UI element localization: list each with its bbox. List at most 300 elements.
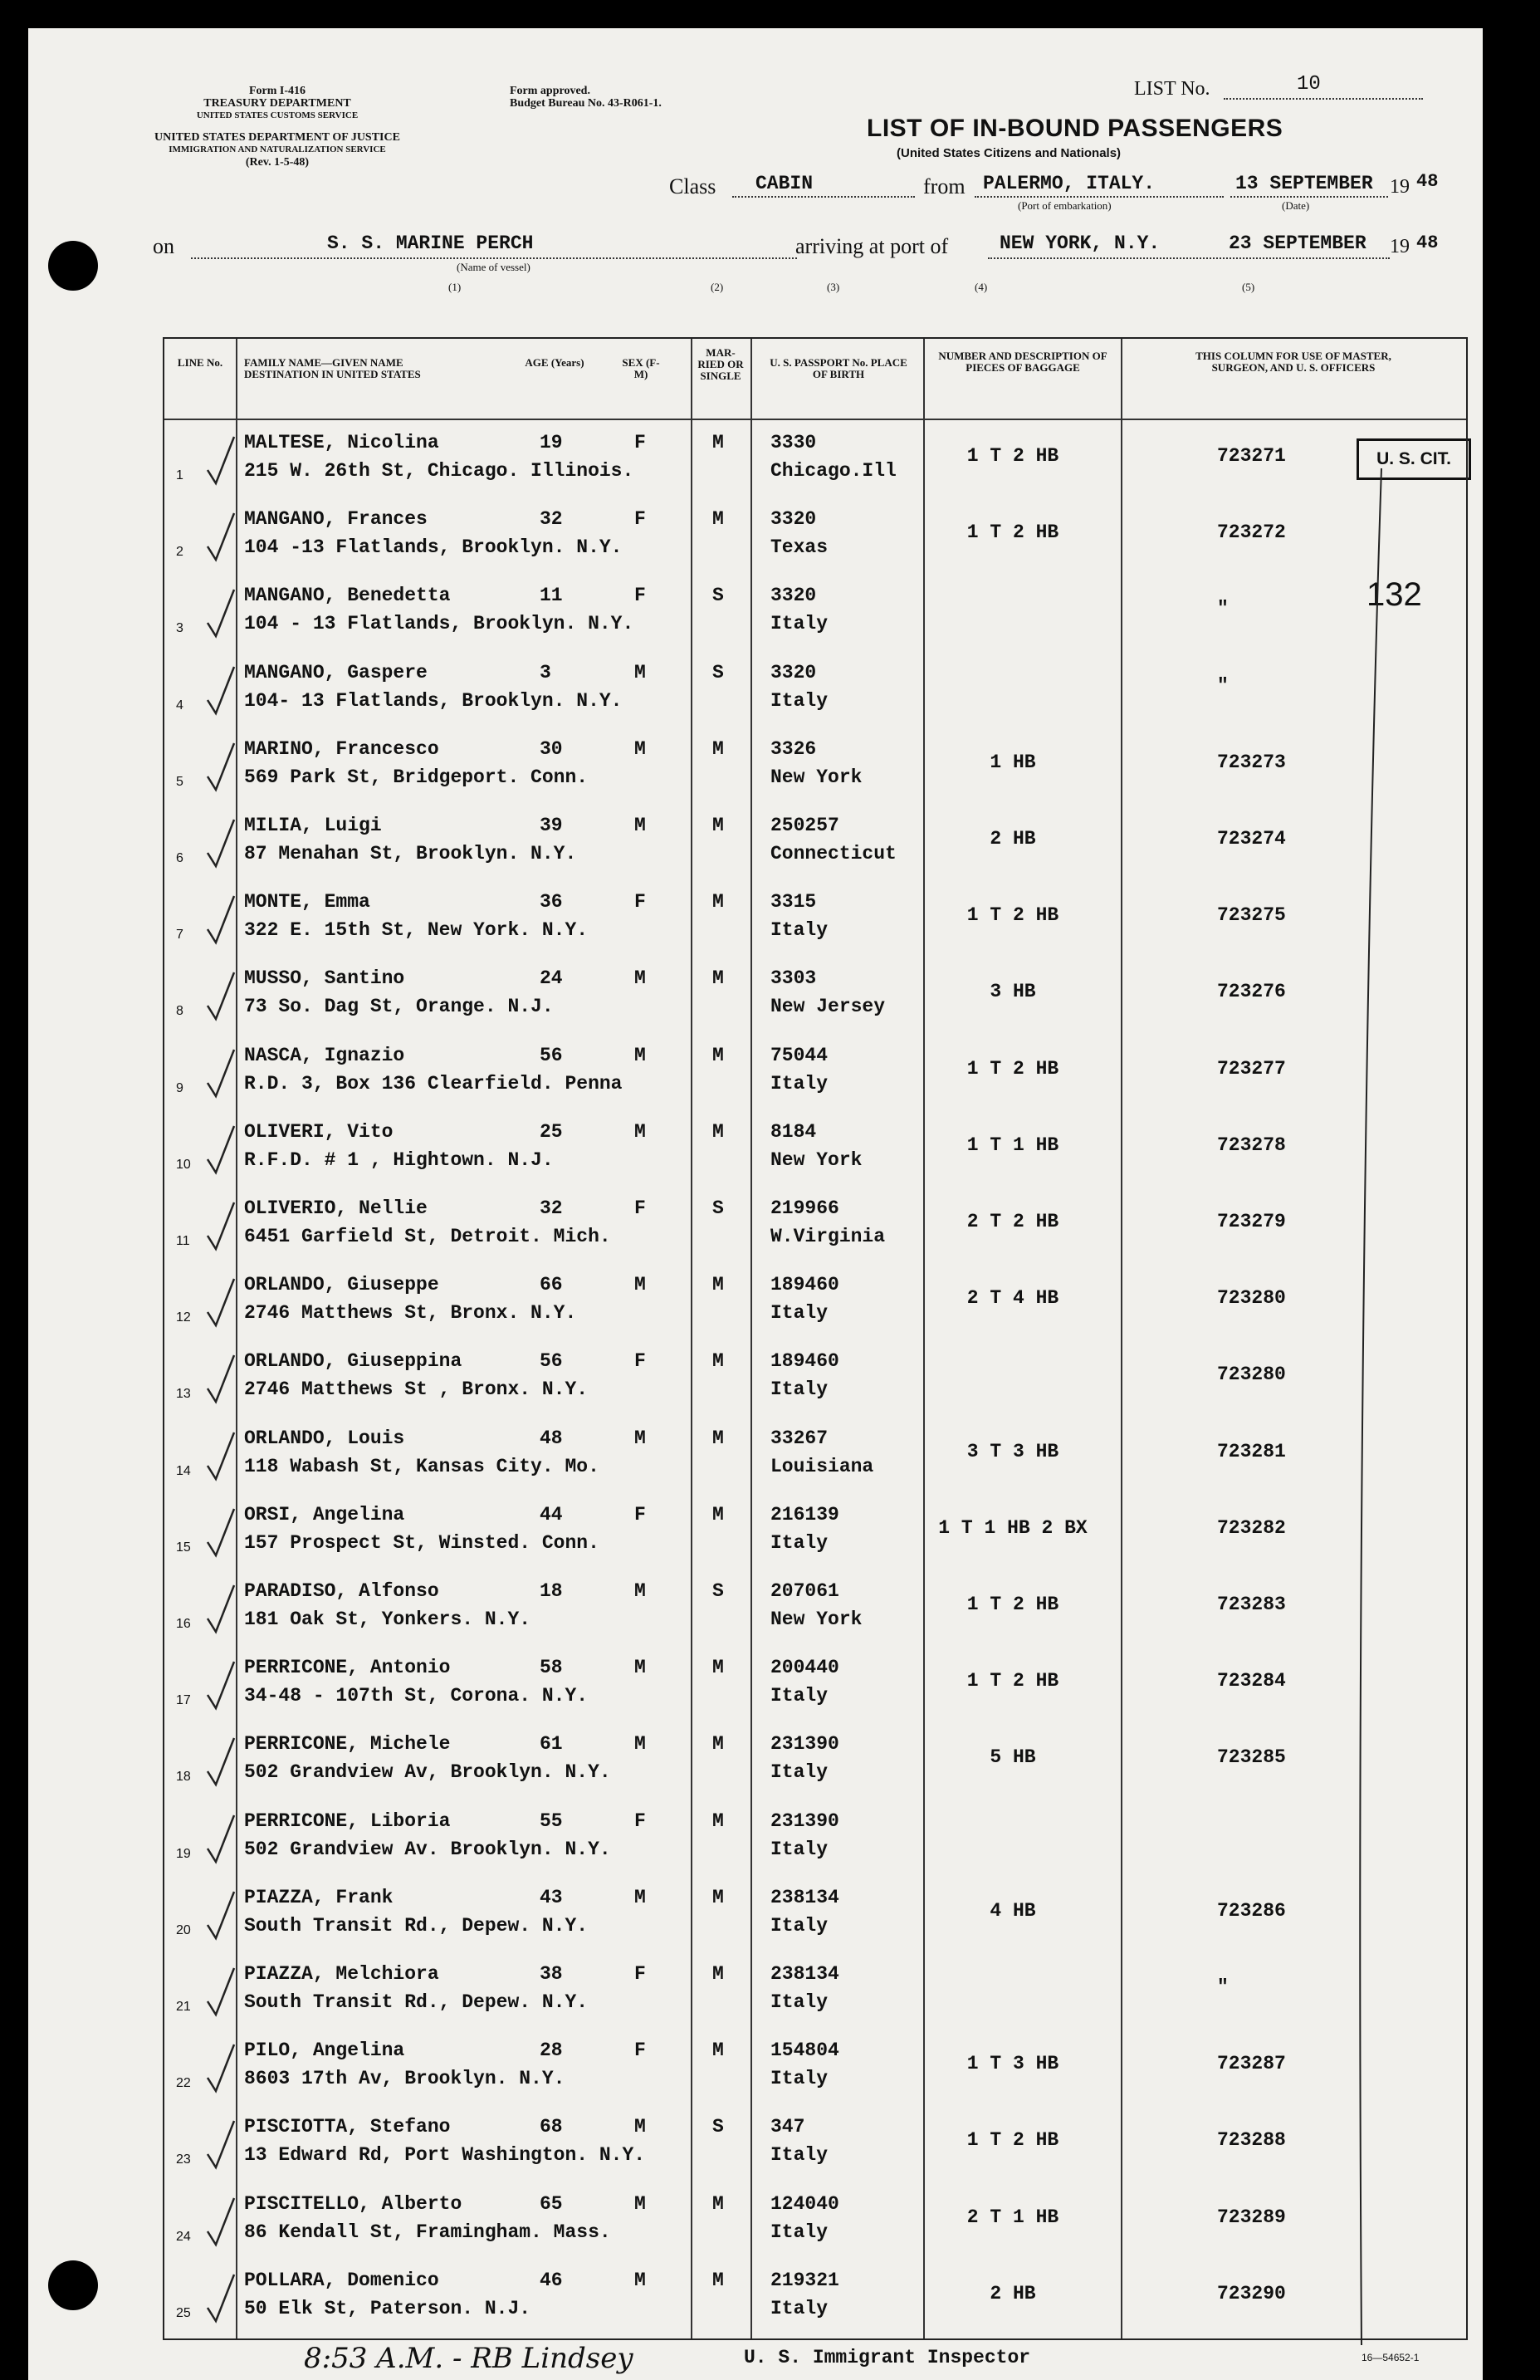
- passenger-name: MANGANO, Frances: [244, 508, 428, 531]
- place-of-birth: New Jersey: [770, 996, 886, 1018]
- line-number: 3: [176, 621, 183, 636]
- baggage: 3 T 3 HB: [966, 1440, 1059, 1462]
- class-line: [732, 196, 915, 198]
- passenger-name: ORLANDO, Giuseppina: [244, 1350, 462, 1373]
- officer-number: 723275: [1217, 904, 1286, 927]
- passenger-marital: M: [712, 432, 724, 453]
- check-mark-icon: [204, 2195, 237, 2248]
- passenger-age: 24: [540, 967, 563, 990]
- passenger-address: 215 W. 26th St, Chicago. Illinois.: [244, 460, 634, 482]
- baggage: 1 HB: [990, 751, 1036, 773]
- check-mark-icon: [204, 1812, 237, 1865]
- passport-number: 3326: [770, 737, 817, 760]
- vessel-caption: (Name of vessel): [457, 261, 530, 273]
- line-number: 9: [176, 1080, 183, 1095]
- embark-date-line: [1230, 196, 1388, 198]
- col-header-married: MAR-RIED OR SINGLE: [697, 346, 744, 382]
- line-number: 1: [176, 468, 183, 482]
- officer-number: 723279: [1217, 1211, 1286, 1232]
- budget-bureau: Budget Bureau No. 43-R061-1.: [510, 97, 662, 110]
- line-number: 4: [176, 698, 183, 713]
- passenger-marital: M: [712, 2192, 724, 2215]
- passenger-age: 65: [540, 2192, 563, 2215]
- passenger-address: 569 Park St, Bridgeport. Conn.: [244, 766, 589, 788]
- form-number: Form I-416: [248, 85, 306, 97]
- passenger-address: 181 Oak St, Yonkers. N.Y.: [244, 1609, 531, 1630]
- document-title: LIST OF IN-BOUND PASSENGERS: [867, 115, 1283, 142]
- class-value: CABIN: [755, 173, 814, 194]
- place-of-birth: Italy: [770, 1302, 829, 1325]
- passenger-name: ORLANDO, Giuseppe: [244, 1274, 439, 1296]
- officer-number: 723271: [1217, 445, 1286, 467]
- arrival-year-prefix: 19: [1390, 236, 1410, 257]
- baggage: 1 T 2 HB: [966, 1594, 1059, 1615]
- passenger-age: 61: [540, 1733, 563, 1756]
- place-of-birth: Italy: [770, 919, 829, 942]
- passenger-age: 3: [540, 661, 551, 683]
- place-of-birth: Italy: [770, 2221, 829, 2243]
- passenger-address: 502 Grandview Av. Brooklyn. N.Y.: [244, 1838, 611, 1860]
- line-number: 17: [176, 1693, 191, 1708]
- officer-number: 723284: [1217, 1670, 1286, 1692]
- table-row: [164, 1570, 1466, 1647]
- passenger-name: MILIA, Luigi: [244, 815, 382, 836]
- passenger-age: 32: [540, 1197, 563, 1219]
- arriving-label: arriving at port of: [795, 234, 949, 258]
- col-header-line: LINE No.: [177, 356, 223, 369]
- table-row: [164, 498, 1466, 575]
- passenger-address: R.F.D. # 1 , Hightown. N.J.: [244, 1148, 554, 1171]
- line-number: 6: [176, 851, 183, 865]
- officer-number: 723276: [1217, 981, 1286, 1003]
- passenger-sex: M: [634, 967, 646, 990]
- passenger-age: 43: [540, 1886, 563, 1908]
- line-number: 12: [176, 1310, 191, 1325]
- baggage: 1 T 2 HB: [966, 904, 1059, 927]
- passenger-sex: M: [634, 1657, 646, 1679]
- passport-number: 154804: [770, 2040, 839, 2062]
- baggage: 1 T 2 HB: [966, 522, 1059, 544]
- passenger-age: 25: [540, 1120, 563, 1143]
- table-row: [164, 1035, 1466, 1111]
- passenger-address: 73 So. Dag St, Orange. N.J.: [244, 996, 554, 1018]
- passenger-age: 58: [540, 1657, 563, 1679]
- passenger-marital: M: [712, 1963, 724, 1985]
- place-of-birth: Italy: [770, 1991, 829, 2013]
- check-mark-icon: [204, 1735, 237, 1788]
- table-row: [164, 1111, 1466, 1188]
- passenger-sex: M: [634, 1044, 646, 1066]
- passenger-sex: M: [634, 2116, 646, 2138]
- passenger-name: PERRICONE, Antonio: [244, 1657, 451, 1679]
- baggage: 1 T 2 HB: [966, 2129, 1059, 2152]
- handwritten-time-signature: 8:53 A.M. - RB Lindsey: [304, 2342, 633, 2375]
- us-citizen-stamp: U. S. CIT.: [1357, 438, 1471, 480]
- officer-number: 723277: [1217, 1057, 1286, 1080]
- passenger-sex: F: [634, 2040, 646, 2062]
- passport-number: 3320: [770, 508, 817, 531]
- place-of-birth: Italy: [770, 1685, 829, 1707]
- table-row: [164, 2183, 1466, 2260]
- passenger-sex: F: [634, 585, 646, 607]
- place-of-birth: Italy: [770, 1379, 829, 1401]
- baggage: 3 HB: [990, 981, 1036, 1003]
- col-number-3: (3): [827, 281, 840, 293]
- passenger-name: PILO, Angelina: [244, 2040, 405, 2062]
- passport-number: 216139: [770, 1503, 839, 1525]
- check-mark-icon: [204, 1888, 237, 1942]
- officer-number: 723280: [1217, 1287, 1286, 1310]
- passenger-name: PIAZZA, Melchiora: [244, 1963, 439, 1985]
- passenger-address: South Transit Rd., Depew. N.Y.: [244, 1991, 589, 2013]
- passenger-sex: M: [634, 2192, 646, 2215]
- passenger-age: 68: [540, 2116, 563, 2138]
- col-number-2: (2): [711, 281, 724, 293]
- passenger-age: 56: [540, 1044, 563, 1066]
- place-of-birth: Italy: [770, 1914, 829, 1937]
- passenger-marital: M: [712, 1886, 724, 1908]
- baggage: 1 T 1 HB: [966, 1134, 1059, 1156]
- check-mark-icon: [204, 2271, 237, 2324]
- passport-number: 3330: [770, 432, 817, 453]
- table-row: [164, 1494, 1466, 1570]
- passenger-sex: M: [634, 661, 646, 683]
- passenger-name: ORLANDO, Louis: [244, 1427, 405, 1449]
- place-of-birth: Italy: [770, 2297, 829, 2319]
- place-of-birth: W.Virginia: [770, 1226, 886, 1247]
- passenger-address: 118 Wabash St, Kansas City. Mo.: [244, 1455, 599, 1477]
- baggage: 2 T 1 HB: [966, 2206, 1059, 2228]
- passenger-marital: M: [712, 737, 724, 760]
- passenger-name: PIAZZA, Frank: [244, 1886, 394, 1908]
- passenger-marital: M: [712, 2040, 724, 2062]
- check-mark-icon: [204, 1276, 237, 1329]
- line-number: 20: [176, 1922, 191, 1937]
- table-row: [164, 2030, 1466, 2106]
- passenger-marital: M: [712, 1657, 724, 1679]
- passport-number: 231390: [770, 1733, 839, 1756]
- check-mark-icon: [204, 893, 237, 946]
- arrival-port-line: [988, 257, 1390, 259]
- passenger-age: 11: [540, 585, 563, 607]
- baggage: 1 T 2 HB: [966, 445, 1059, 467]
- check-mark-icon: [204, 2041, 237, 2094]
- passenger-sex: F: [634, 891, 646, 913]
- baggage: 2 T 4 HB: [966, 1287, 1059, 1310]
- table-row: [164, 652, 1466, 728]
- line-number: 13: [176, 1387, 191, 1402]
- vessel-name: S. S. MARINE PERCH: [327, 233, 534, 254]
- place-of-birth: Texas: [770, 536, 829, 559]
- table-row: [164, 881, 1466, 957]
- port-embark-caption: (Port of embarkation): [1018, 199, 1112, 212]
- passenger-name: PERRICONE, Michele: [244, 1733, 451, 1756]
- passenger-name: POLLARA, Domenico: [244, 2269, 439, 2291]
- table-row: [164, 957, 1466, 1034]
- revision: (Rev. 1-5-48): [245, 156, 310, 169]
- passport-number: 3320: [770, 585, 817, 607]
- baggage: 1 T 3 HB: [966, 2053, 1059, 2075]
- col-number-1: (1): [448, 281, 462, 293]
- ins-service: IMMIGRATION AND NATURALIZATION SERVICE: [169, 144, 386, 154]
- passenger-age: 18: [540, 1580, 563, 1602]
- passenger-age: 46: [540, 2269, 563, 2291]
- check-mark-icon: [204, 1658, 237, 1712]
- place-of-birth: New York: [770, 766, 863, 788]
- class-label: Class: [669, 174, 716, 198]
- form-approved: Form approved.: [510, 85, 590, 97]
- baggage: 5 HB: [990, 1746, 1036, 1769]
- passenger-address: 13 Edward Rd, Port Washington. N.Y.: [244, 2144, 646, 2167]
- passport-number: 3320: [770, 661, 817, 683]
- header-divider: [164, 419, 1466, 420]
- passenger-sex: F: [634, 1963, 646, 1985]
- passenger-sex: M: [634, 737, 646, 760]
- list-no-line: [1224, 98, 1423, 100]
- col-number-5: (5): [1242, 281, 1255, 293]
- line-number: 24: [176, 2229, 191, 2244]
- passenger-name: PISCIOTTA, Stefano: [244, 2116, 451, 2138]
- passport-number: 250257: [770, 815, 839, 836]
- passenger-name: MALTESE, Nicolina: [244, 432, 439, 453]
- passenger-age: 38: [540, 1963, 563, 1985]
- baggage: 4 HB: [990, 1899, 1036, 1922]
- punch-hole: [48, 241, 98, 291]
- passenger-marital: M: [712, 815, 724, 836]
- line-number: 14: [176, 1463, 191, 1478]
- passenger-address: 50 Elk St, Paterson. N.J.: [244, 2297, 531, 2319]
- check-mark-icon: [204, 1046, 237, 1099]
- place-of-birth: Chicago.Ill: [770, 460, 897, 482]
- on-label: on: [153, 234, 174, 258]
- passenger-name: PERRICONE, Liboria: [244, 1809, 451, 1832]
- passenger-address: 6451 Garfield St, Detroit. Mich.: [244, 1226, 611, 1247]
- check-mark-icon: [204, 1582, 237, 1635]
- officer-number: ": [1217, 674, 1229, 697]
- arrival-year: 48: [1416, 233, 1439, 253]
- col-header-baggage: NUMBER AND DESCRIPTION OF PIECES OF BAGGAGE: [938, 350, 1107, 374]
- passenger-marital: M: [712, 1044, 724, 1066]
- officer-number: 723272: [1217, 522, 1286, 544]
- form-block: [153, 85, 402, 122]
- date-caption: (Date): [1282, 199, 1310, 212]
- passenger-sex: M: [634, 1733, 646, 1756]
- col-header-name: FAMILY NAME—GIVEN NAME DESTINATION IN UNITED STATES: [244, 356, 421, 380]
- passenger-age: 48: [540, 1427, 563, 1449]
- manifest-sheet: [28, 28, 1483, 2380]
- passenger-name: PARADISO, Alfonso: [244, 1580, 439, 1602]
- passport-number: 8184: [770, 1120, 817, 1143]
- officer-number: 723273: [1217, 751, 1286, 773]
- check-mark-icon: [204, 1123, 237, 1176]
- margin-note: 132: [1366, 576, 1422, 613]
- place-of-birth: New York: [770, 1609, 863, 1630]
- passport-number: 219321: [770, 2269, 839, 2291]
- justice-block: [128, 131, 427, 169]
- line-number: 16: [176, 1617, 191, 1631]
- passenger-age: 66: [540, 1274, 563, 1296]
- baggage: 2 T 2 HB: [966, 1211, 1059, 1232]
- officer-number: 723289: [1217, 2206, 1286, 2228]
- passenger-marital: M: [712, 891, 724, 913]
- port-embark-line: [975, 196, 1224, 198]
- table-row: [164, 575, 1466, 651]
- passenger-sex: M: [634, 2269, 646, 2291]
- passenger-address: 322 E. 15th St, New York. N.Y.: [244, 919, 589, 942]
- passenger-name: PISCITELLO, Alberto: [244, 2192, 462, 2215]
- place-of-birth: Italy: [770, 1072, 829, 1095]
- passenger-sex: F: [634, 1503, 646, 1525]
- check-mark-icon: [204, 1429, 237, 1482]
- vessel-line: [191, 257, 797, 259]
- embark-year-prefix: 19: [1390, 176, 1410, 198]
- passenger-name: NASCA, Ignazio: [244, 1044, 405, 1066]
- passport-number: 33267: [770, 1427, 829, 1449]
- passenger-marital: M: [712, 1274, 724, 1296]
- baggage: 1 T 2 HB: [966, 1057, 1059, 1080]
- line-number: 2: [176, 545, 183, 560]
- passenger-name: MANGANO, Benedetta: [244, 585, 451, 607]
- line-number: 19: [176, 1846, 191, 1861]
- approval-block: [510, 85, 662, 110]
- passport-number: 238134: [770, 1963, 839, 1985]
- officer-number: ": [1217, 1976, 1229, 1998]
- passenger-address: 157 Prospect St, Winsted. Conn.: [244, 1531, 599, 1554]
- passenger-marital: S: [712, 585, 724, 607]
- table-row: [164, 1800, 1466, 1877]
- passenger-address: 87 Menahan St, Brooklyn. N.Y.: [244, 843, 577, 864]
- passport-number: 219966: [770, 1197, 839, 1219]
- passenger-address: 8603 17th Av, Brooklyn. N.Y.: [244, 2068, 565, 2090]
- check-mark-icon: [204, 740, 237, 793]
- table-row: [164, 1723, 1466, 1800]
- passenger-address: 34-48 - 107th St, Corona. N.Y.: [244, 1685, 589, 1707]
- passenger-age: 55: [540, 1809, 563, 1832]
- line-number: 21: [176, 2000, 191, 2014]
- passenger-sex: F: [634, 1809, 646, 1832]
- table-row: [164, 1953, 1466, 2030]
- passenger-marital: M: [712, 508, 724, 531]
- check-mark-icon: [204, 664, 237, 717]
- passenger-name: MONTE, Emma: [244, 891, 370, 913]
- check-mark-icon: [204, 816, 237, 869]
- line-number: 5: [176, 774, 183, 789]
- passenger-marital: S: [712, 1197, 724, 1219]
- passenger-name: OLIVERI, Vito: [244, 1120, 394, 1143]
- officer-number: 723278: [1217, 1134, 1286, 1156]
- passenger-sex: F: [634, 1350, 646, 1373]
- check-mark-icon: [204, 1352, 237, 1405]
- passenger-marital: S: [712, 661, 724, 683]
- passenger-address: 104- 13 Flatlands, Brooklyn. N.Y.: [244, 689, 623, 712]
- officer-number: 723290: [1217, 2282, 1286, 2304]
- officer-number: 723274: [1217, 828, 1286, 850]
- passport-number: 347: [770, 2116, 805, 2138]
- passenger-sex: M: [634, 1886, 646, 1908]
- passport-number: 231390: [770, 1809, 839, 1832]
- passenger-age: 56: [540, 1350, 563, 1373]
- line-number: 23: [176, 2152, 191, 2167]
- passenger-sex: M: [634, 1427, 646, 1449]
- passenger-marital: S: [712, 1580, 724, 1602]
- passport-number: 3315: [770, 891, 817, 913]
- print-code: 16—54652-1: [1362, 2352, 1420, 2363]
- passport-number: 189460: [770, 1350, 839, 1373]
- passport-number: 124040: [770, 2192, 839, 2215]
- line-number: 25: [176, 2305, 191, 2320]
- place-of-birth: Italy: [770, 1531, 829, 1554]
- officer-number: 723285: [1217, 1746, 1286, 1769]
- table-row: [164, 1418, 1466, 1494]
- officer-number: ": [1217, 598, 1229, 620]
- passenger-address: 86 Kendall St, Framingham. Mass.: [244, 2221, 611, 2243]
- passenger-name: MARINO, Francesco: [244, 737, 439, 760]
- embark-year: 48: [1416, 171, 1439, 192]
- place-of-birth: Italy: [770, 613, 829, 635]
- from-label: from: [923, 174, 966, 198]
- passenger-address: South Transit Rd., Depew. N.Y.: [244, 1914, 589, 1937]
- passenger-age: 28: [540, 2040, 563, 2062]
- list-no-value: 10: [1297, 73, 1321, 95]
- document-subtitle: (United States Citizens and Nationals): [897, 146, 1122, 160]
- treasury-dept: TREASURY DEPARTMENT: [203, 97, 351, 110]
- place-of-birth: Louisiana: [770, 1455, 874, 1477]
- table-row: [164, 2106, 1466, 2182]
- officer-number: 723280: [1217, 1364, 1286, 1386]
- place-of-birth: Italy: [770, 689, 829, 712]
- passenger-sex: M: [634, 1120, 646, 1143]
- table-row: [164, 805, 1466, 881]
- line-number: 18: [176, 1770, 191, 1785]
- place-of-birth: New York: [770, 1148, 863, 1171]
- line-number: 10: [176, 1157, 191, 1172]
- customs-service: UNITED STATES CUSTOMS SERVICE: [196, 110, 359, 120]
- officer-number: 723288: [1217, 2129, 1286, 2152]
- baggage: 1 T 1 HB 2 BX: [938, 1516, 1088, 1539]
- table-row: [164, 422, 1466, 498]
- passenger-address: 2746 Matthews St , Bronx. N.Y.: [244, 1379, 589, 1401]
- line-number: 22: [176, 2076, 191, 2091]
- passenger-sex: M: [634, 815, 646, 836]
- line-number: 7: [176, 928, 183, 943]
- officer-number: 723287: [1217, 2053, 1286, 2075]
- embark-date: 13 SEPTEMBER: [1235, 173, 1373, 194]
- arrival-date: 23 SEPTEMBER: [1229, 233, 1366, 254]
- check-mark-icon: [204, 510, 237, 563]
- passenger-marital: M: [712, 1120, 724, 1143]
- check-mark-icon: [204, 2118, 237, 2171]
- passenger-sex: F: [634, 432, 646, 453]
- check-mark-icon: [204, 433, 237, 487]
- officer-number: 723282: [1217, 1516, 1286, 1539]
- check-mark-icon: [204, 1506, 237, 1559]
- passenger-address: 2746 Matthews St, Bronx. N.Y.: [244, 1302, 577, 1325]
- passenger-age: 30: [540, 737, 563, 760]
- port-embark-value: PALERMO, ITALY.: [983, 173, 1156, 194]
- passenger-sex: F: [634, 1197, 646, 1219]
- justice-dept: UNITED STATES DEPARTMENT OF JUSTICE: [154, 131, 400, 144]
- passenger-marital: M: [712, 1809, 724, 1832]
- check-mark-icon: [204, 1965, 237, 2018]
- col-header-age: AGE (Years): [525, 356, 584, 369]
- passport-number: 200440: [770, 1657, 839, 1679]
- passenger-marital: M: [712, 967, 724, 990]
- passenger-age: 36: [540, 891, 563, 913]
- table-row: [164, 1264, 1466, 1340]
- passenger-table: [163, 337, 1468, 2340]
- col-number-4: (4): [975, 281, 988, 293]
- baggage: 1 T 2 HB: [966, 1670, 1059, 1692]
